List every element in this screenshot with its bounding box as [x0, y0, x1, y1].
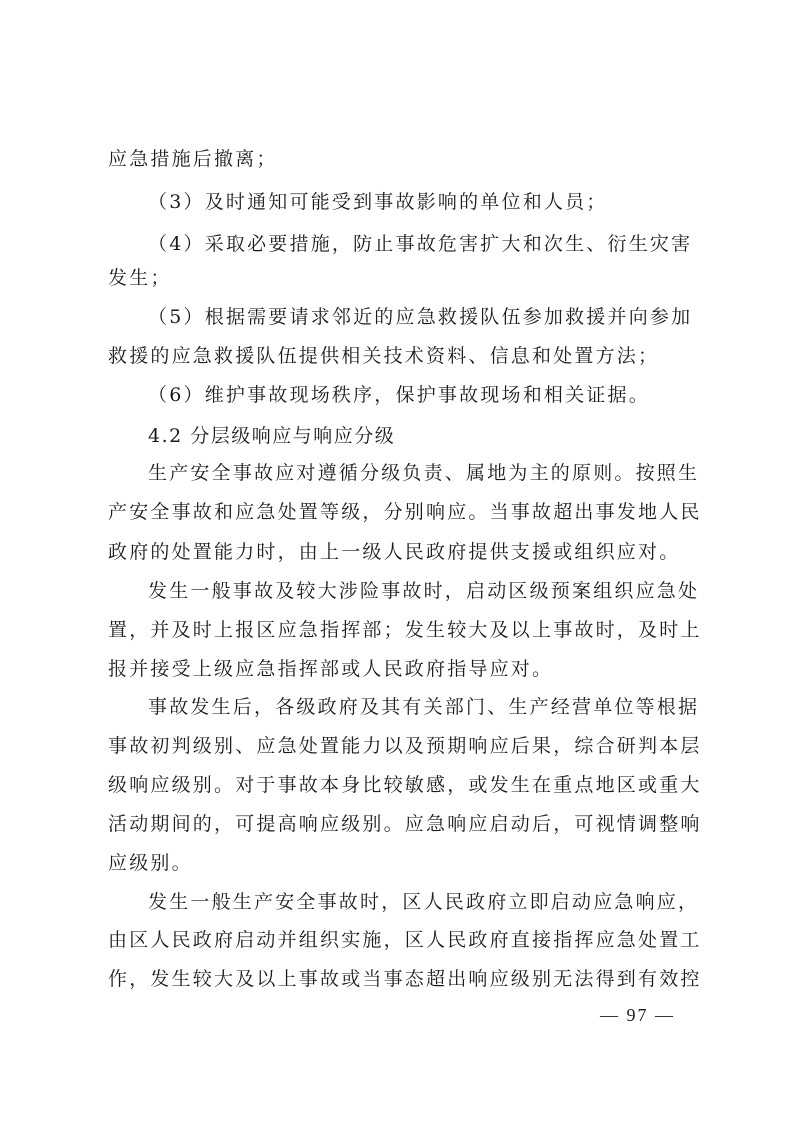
paragraph-line: 政府的处置能力时，由上一级人民政府提供支援或组织应对。	[108, 541, 681, 563]
paragraph-line: 级响应级别。对于事故本身比较敏感，或发生在重点地区或重大	[108, 774, 702, 796]
paragraph-line: 事故发生后，各级政府及其有关部门、生产经营单位等根据	[148, 696, 700, 718]
paragraph-line: 应级别。	[108, 852, 193, 874]
paragraph-line: 生产安全事故应对遵循分级负责、属地为主的原则。按照生	[148, 462, 700, 484]
section-heading: 4.2 分层级响应与响应分级	[148, 425, 396, 447]
paragraph-line: 活动期间的，可提高响应级别。应急响应启动后，可视情调整响	[108, 813, 702, 835]
list-item: （6）维护事故现场秩序，保护事故现场和相关证据。	[148, 384, 650, 406]
paragraph-line: 由区人民政府启动并组织实施，区人民政府直接指挥应急处置工	[108, 929, 702, 951]
paragraph-line: 产安全事故和应急处置等级，分别响应。当事故超出事发地人民	[108, 501, 702, 523]
list-item: （4）采取必要措施，防止事故危害扩大和次生、衍生灾害	[148, 233, 693, 255]
list-item: （3）及时通知可能受到事故影响的单位和人员；	[148, 191, 608, 213]
text-line: 救援的应急救援队伍提供相关技术资料、信息和处置方法；	[108, 345, 660, 367]
text-line: 发生；	[108, 267, 172, 289]
paragraph-line: 作，发生较大及以上事故或当事态超出响应级别无法得到有效控	[108, 968, 702, 990]
text-line: 应急措施后撤离；	[108, 148, 278, 170]
paragraph-line: 报并接受上级应急指挥部或人民政府指导应对。	[108, 658, 554, 680]
paragraph-line: 发生一般生产安全事故时，区人民政府立即启动应急响应，	[148, 891, 700, 913]
paragraph-line: 事故初判级别、应急处置能力以及预期响应后果，综合研判本层	[108, 735, 702, 757]
paragraph-line: 置，并及时上报区应急指挥部；发生较大及以上事故时，及时上	[108, 619, 702, 641]
list-item: （5）根据需要请求邻近的应急救援队伍参加救援并向参加	[148, 306, 693, 328]
paragraph-line: 发生一般事故及较大涉险事故时，启动区级预案组织应急处	[148, 580, 700, 602]
page-number: — 97 —	[600, 1005, 675, 1025]
